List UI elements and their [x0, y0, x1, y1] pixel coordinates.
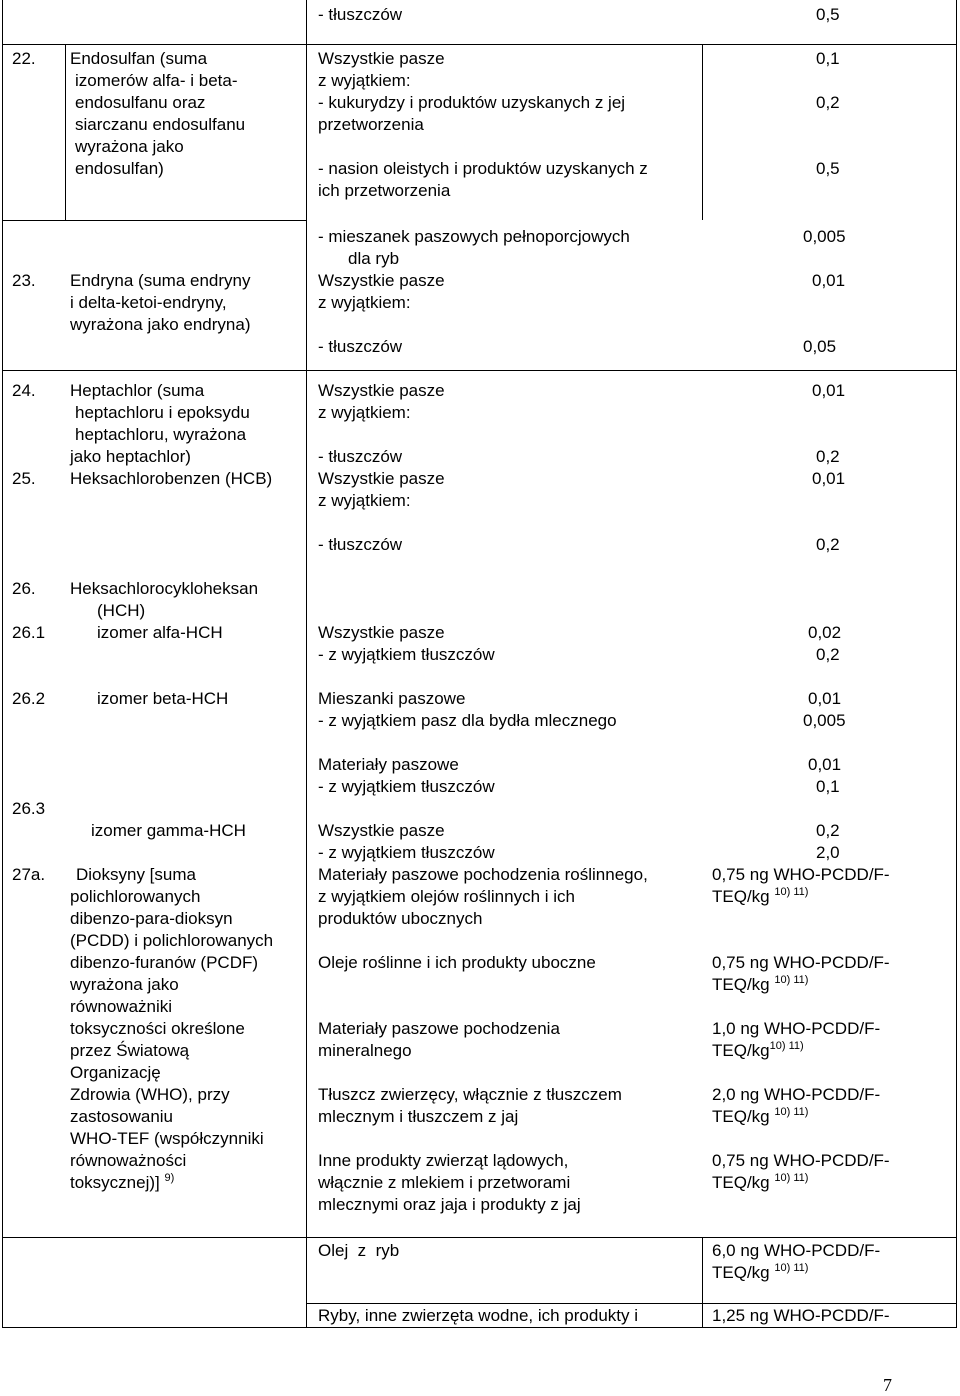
row22-value-1: 0,1	[816, 49, 840, 68]
row27a-feed-4b: mlecznym i tłuszczem z jaj	[318, 1107, 519, 1126]
row27a-name-line: równoważniki	[70, 997, 173, 1016]
row22-feed-2b: przetworzenia	[318, 115, 424, 134]
row27a-limit-3b	[712, 1040, 804, 1062]
row26-1-name: izomer alfa-HCH	[97, 623, 223, 642]
row26-1-number: 26.1	[12, 623, 46, 642]
row22-feed-2a: - kukurydzy i produktów uzyskanych z jej	[318, 93, 626, 112]
row27a-name-line: polichlorowanych	[70, 887, 201, 906]
row26-1-feed-b: - z wyjątkiem tłuszczów	[318, 645, 495, 664]
rule-col2	[306, 0, 307, 1328]
rule-h2	[2, 220, 307, 221]
row27a-limit-5b	[712, 1172, 808, 1194]
row27a-feed-1b: z wyjątkiem olejów roślinnych i ich	[318, 887, 575, 906]
row25-feed-2: - tłuszczów	[318, 535, 403, 554]
row26-3-number: 26.3	[12, 799, 46, 818]
rule-h4	[2, 1237, 957, 1238]
limit-unit: TEQ/kg	[712, 1173, 770, 1192]
row25-number: 25.	[12, 469, 36, 488]
row27a-feed-3a: Materiały paszowe pochodzenia	[318, 1019, 560, 1038]
row22-feed-1a: Wszystkie pasze	[318, 49, 445, 68]
row22-feed-1b: z wyjątkiem:	[318, 71, 411, 90]
row27a-name-line: dibenzo-para-dioksyn	[70, 909, 233, 928]
row26-3-value-1a: 0,01	[808, 755, 842, 774]
row25-feed-1a: Wszystkie pasze	[318, 469, 445, 488]
row26-3-feed-2b: - z wyjątkiem tłuszczów	[318, 843, 495, 862]
row23-name-2: i delta-ketoi-endryny,	[70, 293, 227, 312]
row23-value-1: 0,01	[812, 271, 846, 290]
footnote-ref: 10) 11)	[769, 1040, 804, 1052]
row27a-limit-4b	[712, 1106, 808, 1128]
row26-3-value-2b: 2,0	[816, 843, 840, 862]
footnote-ref: 10) 11)	[774, 886, 809, 898]
row27a-limit-7a: 1,25 ng WHO-PCDD/F-	[712, 1306, 890, 1325]
row27a-feed-5c: mlecznymi oraz jaja i produkty z jaj	[318, 1195, 581, 1214]
row22-name-4: siarczanu endosulfanu	[75, 115, 246, 134]
row23-number: 23.	[12, 271, 36, 290]
row27a-name-last: toksycznej)]	[70, 1173, 160, 1192]
row23-name-1: Endryna (suma endryny	[70, 271, 251, 290]
row24-name-3: heptachloru, wyrażona	[75, 425, 247, 444]
row26-1-value-b: 0,2	[816, 645, 840, 664]
row27a-limit-1b	[712, 886, 808, 908]
row24-name-4: jako heptachlor)	[70, 447, 191, 466]
row25-feed-1b: z wyjątkiem:	[318, 491, 411, 510]
row27a-feed-2a: Oleje roślinne i ich produkty uboczne	[318, 953, 596, 972]
limit-unit: TEQ/kg	[712, 1107, 770, 1126]
rule-h1	[2, 44, 957, 45]
row27a-feed-7a: Ryby, inne zwierzęta wodne, ich produkty i	[318, 1306, 639, 1325]
row27a-feed-4a: Tłuszcz zwierzęcy, włącznie z tłuszczem	[318, 1085, 622, 1104]
row27a-feed-3b: mineralnego	[318, 1041, 412, 1060]
row22-feed-3a: - nasion oleistych i produktów uzyskanych z	[318, 159, 648, 178]
row22-feed-4b: dla ryb	[348, 249, 400, 268]
row22-name-1: Endosulfan (suma	[70, 49, 208, 68]
row24-value-1: 0,01	[812, 381, 846, 400]
row27a-name-line	[70, 1172, 273, 1194]
row26-2-number: 26.2	[12, 689, 46, 708]
row24-value-2: 0,2	[816, 447, 840, 466]
row22-value-3: 0,5	[816, 159, 840, 178]
row25-name: Heksachlorobenzen (HCB)	[70, 469, 273, 488]
footnote-ref: 9)	[164, 1172, 175, 1184]
row23-value-2: 0,05	[803, 337, 837, 356]
row26-2-feed-a: Mieszanki paszowe	[318, 689, 466, 708]
row24-number: 24.	[12, 381, 36, 400]
row26-3-feed-1b: - z wyjątkiem tłuszczów	[318, 777, 495, 796]
row24-name-2: heptachloru i epoksydu	[75, 403, 250, 422]
row22-name-3: endosulfanu oraz	[75, 93, 206, 112]
row22-name-5: wyrażona jako	[75, 137, 184, 156]
row26-1-value-a: 0,02	[808, 623, 842, 642]
row24-feed-1a: Wszystkie pasze	[318, 381, 445, 400]
row27a-name	[70, 864, 273, 1194]
rule-h5	[306, 1303, 957, 1304]
footnote-ref: 10) 11)	[774, 1106, 809, 1118]
footnote-ref: 10) 11)	[774, 1172, 809, 1184]
limit-unit: TEQ/kg	[712, 887, 770, 906]
row27a-name-line: dibenzo-furanów (PCDF)	[70, 953, 259, 972]
footnote-ref: 10) 11)	[774, 1262, 809, 1274]
row27a-limit-3a: 1,0 ng WHO-PCDD/F-	[712, 1019, 881, 1038]
rule-h3	[2, 370, 957, 371]
row27a-limit-6a: 6,0 ng WHO-PCDD/F-	[712, 1241, 881, 1260]
row22-name-6: endosulfan)	[75, 159, 164, 178]
row22-number: 22.	[12, 49, 36, 68]
row26-3-value-1b: 0,1	[816, 777, 840, 796]
row26-name-2: (HCH)	[97, 601, 146, 620]
row23-feed-1a: Wszystkie pasze	[318, 271, 445, 290]
row27a-limit-6b	[712, 1262, 808, 1284]
row27a-name-line: Dioksyny [suma	[76, 865, 196, 884]
row22-value-4: 0,005	[803, 227, 846, 246]
limit-unit: TEQ/kg	[712, 1263, 770, 1282]
row26-3-name: izomer gamma-HCH	[91, 821, 246, 840]
row24-feed-2: - tłuszczów	[318, 447, 403, 466]
row27a-number: 27a.	[12, 865, 46, 884]
top-row-label: - tłuszczów	[318, 5, 403, 24]
row27a-limit-4a: 2,0 ng WHO-PCDD/F-	[712, 1085, 881, 1104]
row25-value-1: 0,01	[812, 469, 846, 488]
row27a-name-line: Zdrowia (WHO), przy	[70, 1085, 230, 1104]
row25-value-2: 0,2	[816, 535, 840, 554]
row26-2-value-b: 0,005	[803, 711, 846, 730]
row26-3-feed-2a: Wszystkie pasze	[318, 821, 445, 840]
footnote-ref: 10) 11)	[774, 974, 809, 986]
page-number: 7	[883, 1375, 892, 1395]
row27a-name-line: Organizację	[70, 1063, 161, 1082]
row26-3-value-2a: 0,2	[816, 821, 840, 840]
row23-name-3: wyrażona jako endryna)	[70, 315, 251, 334]
rule-col1	[65, 44, 66, 220]
top-row-value: 0,5	[816, 5, 840, 24]
row22-name-2: izomerów alfa- i beta-	[75, 71, 238, 90]
row27a-name-line: (PCDD) i polichlorowanych	[70, 931, 274, 950]
row22-feed-4a: - mieszanek paszowych pełnoporcjowych	[318, 227, 630, 246]
row26-2-name: izomer beta-HCH	[97, 689, 229, 708]
row23-feed-2: - tłuszczów	[318, 337, 403, 356]
rule-col3	[702, 44, 703, 220]
row24-name-1: Heptachlor (suma	[70, 381, 205, 400]
row22-feed-3b: ich przetworzenia	[318, 181, 451, 200]
row26-2-value-a: 0,01	[808, 689, 842, 708]
row26-name-1: Heksachlorocykloheksan	[70, 579, 259, 598]
row27a-limit-2b	[712, 974, 808, 996]
row27a-limit-2a: 0,75 ng WHO-PCDD/F-	[712, 953, 890, 972]
row27a-limit-5a: 0,75 ng WHO-PCDD/F-	[712, 1151, 890, 1170]
row24-feed-1b: z wyjątkiem:	[318, 403, 411, 422]
row26-1-feed-a: Wszystkie pasze	[318, 623, 445, 642]
row27a-feed-6a: Olej z ryb	[318, 1241, 400, 1260]
rule-col3-lower	[702, 1237, 703, 1328]
row27a-name-line: wyrażona jako	[70, 975, 179, 994]
row27a-name-line: zastosowaniu	[70, 1107, 174, 1126]
row23-feed-1b: z wyjątkiem:	[318, 293, 411, 312]
row27a-feed-5a: Inne produkty zwierząt lądowych,	[318, 1151, 569, 1170]
limit-unit: TEQ/kg	[712, 975, 770, 994]
row27a-name-line: równoważności	[70, 1151, 187, 1170]
row27a-name-line: toksyczności określone	[70, 1019, 245, 1038]
row27a-name-line: WHO-TEF (współczynniki	[70, 1129, 264, 1148]
row26-number: 26.	[12, 579, 36, 598]
row26-3-feed-1a: Materiały paszowe	[318, 755, 459, 774]
row22-value-2: 0,2	[816, 93, 840, 112]
row27a-limit-1a: 0,75 ng WHO-PCDD/F-	[712, 865, 890, 884]
row27a-feed-5b: włącznie z mlekiem i przetworami	[318, 1173, 571, 1192]
row27a-feed-1c: produktów ubocznych	[318, 909, 483, 928]
limit-unit: TEQ/kg	[712, 1041, 770, 1060]
row26-2-feed-b: - z wyjątkiem pasz dla bydła mlecznego	[318, 711, 617, 730]
row27a-feed-1a: Materiały paszowe pochodzenia roślinnego,	[318, 865, 648, 884]
row27a-name-line: przez Światową	[70, 1041, 190, 1060]
